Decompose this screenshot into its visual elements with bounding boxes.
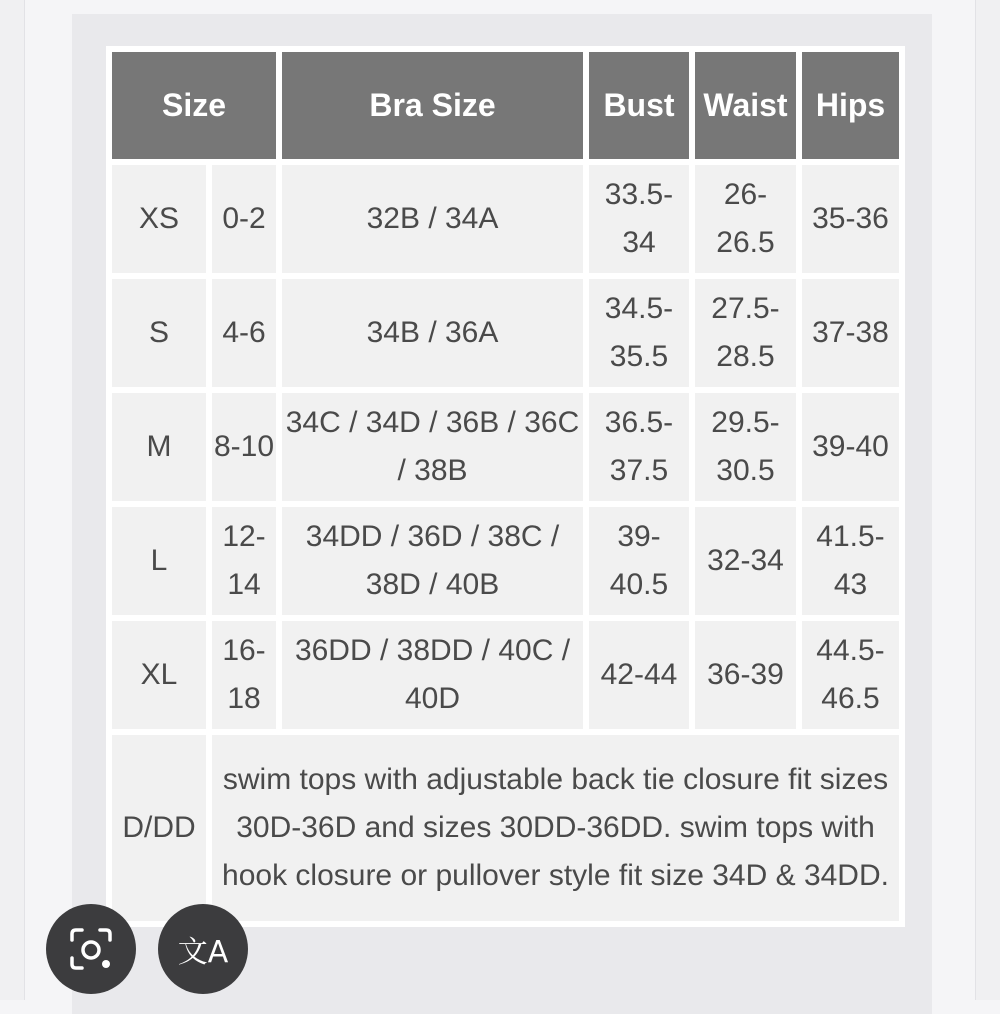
size-number: 0-2 bbox=[212, 165, 276, 273]
bust-value: 36.5-37.5 bbox=[589, 393, 689, 501]
waist-value: 36-39 bbox=[695, 621, 796, 729]
size-number: 8-10 bbox=[212, 393, 276, 501]
table-row bbox=[112, 621, 899, 729]
header-hips: Hips bbox=[802, 52, 899, 159]
translate-button[interactable] bbox=[158, 904, 248, 994]
lens-button[interactable] bbox=[46, 904, 136, 994]
size-number: 16-18 bbox=[212, 621, 276, 729]
size-number: 4-6 bbox=[212, 279, 276, 387]
waist-value: 32-34 bbox=[695, 507, 796, 615]
hips-value: 41.5-43 bbox=[802, 507, 899, 615]
table-row bbox=[112, 393, 899, 501]
bra-size: 34C / 34D / 36B / 36C / 38B bbox=[282, 393, 583, 501]
bra-size: 36DD / 38DD / 40C / 40D bbox=[282, 621, 583, 729]
bust-value: 33.5-34 bbox=[589, 165, 689, 273]
right-edge bbox=[975, 0, 1000, 1000]
bust-value: 34.5-35.5 bbox=[589, 279, 689, 387]
header-bra-size: Bra Size bbox=[282, 52, 583, 159]
size-chart-table bbox=[106, 46, 905, 927]
header-waist: Waist bbox=[695, 52, 796, 159]
header-size: Size bbox=[112, 52, 276, 159]
table-row bbox=[112, 507, 899, 615]
note-label: D/DD bbox=[112, 735, 206, 921]
size-letter: L bbox=[112, 507, 206, 615]
bust-value: 39-40.5 bbox=[589, 507, 689, 615]
bra-size: 34DD / 36D / 38C / 38D / 40B bbox=[282, 507, 583, 615]
note-text: swim tops with adjustable back tie closure fit sizes 30D-36D and sizes 30DD-36DD. swim tops with hook closure or pullover style fit size 34D & 34DD. bbox=[212, 735, 899, 921]
hips-value: 39-40 bbox=[802, 393, 899, 501]
lens-icon bbox=[68, 926, 114, 972]
header-bust: Bust bbox=[589, 52, 689, 159]
size-letter: XL bbox=[112, 621, 206, 729]
waist-value: 29.5-30.5 bbox=[695, 393, 796, 501]
size-letter: S bbox=[112, 279, 206, 387]
table-row bbox=[112, 165, 899, 273]
hips-value: 37-38 bbox=[802, 279, 899, 387]
hips-value: 44.5-46.5 bbox=[802, 621, 899, 729]
bra-size: 34B / 36A bbox=[282, 279, 583, 387]
waist-value: 27.5-28.5 bbox=[695, 279, 796, 387]
hips-value: 35-36 bbox=[802, 165, 899, 273]
size-number: 12-14 bbox=[212, 507, 276, 615]
size-letter: XS bbox=[112, 165, 206, 273]
left-edge bbox=[0, 0, 25, 1000]
translate-icon: 文A bbox=[177, 935, 229, 970]
table-row bbox=[112, 279, 899, 387]
size-letter: M bbox=[112, 393, 206, 501]
note-row bbox=[112, 735, 899, 921]
waist-value: 26-26.5 bbox=[695, 165, 796, 273]
bust-value: 42-44 bbox=[589, 621, 689, 729]
bra-size: 32B / 34A bbox=[282, 165, 583, 273]
header-row bbox=[112, 52, 899, 159]
